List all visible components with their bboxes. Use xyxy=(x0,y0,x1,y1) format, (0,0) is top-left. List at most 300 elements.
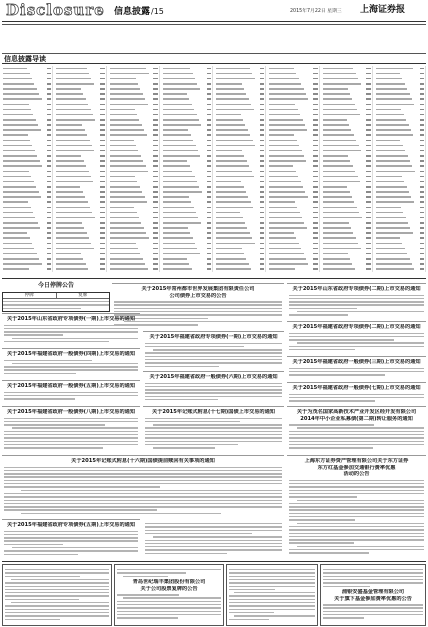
text-line xyxy=(4,398,75,399)
index-entry-page xyxy=(153,83,157,85)
text-line xyxy=(289,493,424,494)
index-entry xyxy=(323,176,371,178)
index-entry-page xyxy=(207,140,211,142)
index-bottom-rule xyxy=(2,278,426,279)
index-entry-page xyxy=(47,263,51,265)
index-entry-name xyxy=(376,155,408,157)
index-entry-page xyxy=(366,237,370,239)
text-line xyxy=(5,576,80,577)
index-entry xyxy=(216,155,264,157)
index-entry-name xyxy=(216,145,255,147)
index-entry xyxy=(163,268,211,270)
index-entry xyxy=(323,222,371,224)
index-entry-name xyxy=(110,134,147,136)
notice-headline: 关于2015年福建省政府一般债券(三期)上市交易的通知 xyxy=(292,359,421,365)
text-line xyxy=(4,486,160,487)
index-entry-page xyxy=(153,129,157,131)
text-line xyxy=(117,601,221,602)
index-entry-page xyxy=(207,227,211,229)
index-entry-name xyxy=(3,150,35,152)
index-entry-name xyxy=(323,253,348,255)
index-entry xyxy=(56,253,104,255)
index-entry-page xyxy=(100,217,104,219)
index-entry-name xyxy=(216,227,247,229)
index-entry-name xyxy=(323,150,362,152)
index-entry-page xyxy=(260,88,264,90)
index-entry-page xyxy=(313,129,317,131)
index-entry-name xyxy=(110,243,136,245)
index-entry-name xyxy=(56,88,81,90)
text-line xyxy=(145,441,282,442)
index-entry xyxy=(216,160,264,162)
index-entry xyxy=(3,196,51,198)
index-entry-name xyxy=(269,201,295,203)
index-entry xyxy=(323,83,371,85)
index-entry-name xyxy=(269,104,295,106)
index-entry-page xyxy=(260,258,264,260)
index-entry xyxy=(323,248,371,250)
index-entry-name xyxy=(3,212,33,214)
index-entry xyxy=(110,196,158,198)
index-entry-name xyxy=(56,124,82,126)
index-entry xyxy=(376,196,424,198)
index-entry xyxy=(323,155,371,157)
index-entry-name xyxy=(269,212,299,214)
index-entry-name xyxy=(3,222,38,224)
index-entry xyxy=(110,129,158,131)
text-line xyxy=(145,437,282,438)
index-entry xyxy=(56,217,104,219)
index-entry-page xyxy=(313,232,317,234)
index-entry-page xyxy=(47,119,51,121)
index-entry-page xyxy=(47,191,51,193)
index-column xyxy=(109,66,160,272)
index-top-rule xyxy=(2,53,426,54)
index-entry-name xyxy=(110,171,149,173)
text-line xyxy=(229,612,274,613)
notice-body xyxy=(289,333,424,355)
text-line xyxy=(145,549,282,550)
index-entry-page xyxy=(100,124,104,126)
index-entry xyxy=(163,78,211,80)
index-entry xyxy=(269,68,317,70)
text-line xyxy=(123,576,168,577)
index-entry xyxy=(376,134,424,136)
index-entry-page xyxy=(153,104,157,106)
index-entry-name xyxy=(110,73,149,75)
index-entry xyxy=(163,140,211,142)
index-entry xyxy=(323,243,371,245)
index-entry xyxy=(163,109,211,111)
index-entry-name xyxy=(269,207,297,209)
index-entry-page xyxy=(420,104,424,106)
index-entry-page xyxy=(47,201,51,203)
text-line xyxy=(5,609,109,610)
index-entry-page xyxy=(207,150,211,152)
text-line xyxy=(4,366,138,367)
index-entry-name xyxy=(110,150,139,152)
notice-bond-listing xyxy=(287,382,426,405)
index-entry-page xyxy=(366,268,370,270)
notice-body xyxy=(4,418,138,451)
index-entry-page xyxy=(47,171,51,173)
index-entry xyxy=(110,83,158,85)
text-line xyxy=(4,476,282,477)
notice-body xyxy=(289,480,424,558)
notice-headline: 关于2015年福建省政府一般债券(四期)上市交易的通知 xyxy=(6,351,136,357)
index-entry-page xyxy=(420,150,424,152)
index-entry-name xyxy=(269,227,307,229)
index-entry-page xyxy=(420,119,424,121)
text-line xyxy=(4,493,282,494)
index-entry-page xyxy=(47,243,51,245)
index-entry xyxy=(376,104,424,106)
index-column xyxy=(268,66,319,272)
index-entry-name xyxy=(216,232,250,234)
index-entry-page xyxy=(153,212,157,214)
index-entry-page xyxy=(47,207,51,209)
index-entry-name xyxy=(376,227,411,229)
text-line xyxy=(289,400,375,401)
index-entry-name xyxy=(323,186,348,188)
index-entry-name xyxy=(216,78,255,80)
index-entry xyxy=(323,73,371,75)
index-entry-page xyxy=(313,237,317,239)
index-entry-name xyxy=(376,119,406,121)
index-entry-page xyxy=(366,155,370,157)
index-entry xyxy=(163,222,211,224)
index-entry-name xyxy=(269,109,297,111)
notice-headline: 关于2015年福建省政府一般债券(六期)上市交易的通知 xyxy=(149,374,278,380)
notice-headline: 活动的公告 xyxy=(343,471,370,478)
index-entry-name xyxy=(110,268,148,270)
index-entry xyxy=(56,222,104,224)
index-entry-page xyxy=(313,253,317,255)
index-entry-page xyxy=(153,196,157,198)
index-entry-name xyxy=(163,124,202,126)
index-entry xyxy=(3,227,51,229)
index-entry-name xyxy=(56,212,92,214)
index-entry xyxy=(269,83,317,85)
index-entry xyxy=(163,181,211,183)
index-entry-page xyxy=(100,150,104,152)
index-entry xyxy=(216,212,264,214)
notice-body xyxy=(145,523,282,559)
text-line xyxy=(21,513,221,514)
index-entry-page xyxy=(366,243,370,245)
notice-headline: 关于2015年福建省政府专项债券(二期)上市交易的通知 xyxy=(292,324,421,330)
index-entry xyxy=(56,181,104,183)
index-entry-page xyxy=(313,268,317,270)
index-entry-name xyxy=(269,253,303,255)
index-entry-name xyxy=(323,119,347,121)
notice-body xyxy=(289,295,424,320)
index-entry xyxy=(110,207,158,209)
index-entry-page xyxy=(313,196,317,198)
index-entry-page xyxy=(313,263,317,265)
text-line xyxy=(145,346,244,347)
index-entry-name xyxy=(56,263,85,265)
index-entry-name xyxy=(163,227,188,229)
index-entry-name xyxy=(3,176,31,178)
index-entry-name xyxy=(163,253,200,255)
index-entry-page xyxy=(420,73,424,75)
index-entry xyxy=(376,124,424,126)
text-line xyxy=(323,572,423,573)
index-entry-page xyxy=(207,171,211,173)
text-line xyxy=(4,334,63,335)
text-line xyxy=(3,301,109,302)
index-entry-name xyxy=(3,191,39,193)
index-entry xyxy=(3,191,51,193)
index-entry xyxy=(56,129,104,131)
index-entry xyxy=(110,253,158,255)
index-entry-page xyxy=(207,207,211,209)
index-entry-name xyxy=(323,145,359,147)
index-entry-page xyxy=(207,155,211,157)
notice-bond-listing xyxy=(287,283,426,321)
index-entry xyxy=(269,145,317,147)
index-entry-page xyxy=(207,201,211,203)
index-entry xyxy=(110,134,158,136)
index-entry-name xyxy=(110,212,137,214)
index-entry xyxy=(269,134,317,136)
text-line xyxy=(289,486,424,487)
text-line xyxy=(4,496,282,497)
index-entry xyxy=(376,140,424,142)
index-entry-page xyxy=(100,83,104,85)
index-entry-name xyxy=(269,134,294,136)
index-entry xyxy=(216,73,264,75)
index-entry-page xyxy=(313,186,317,188)
index-entry xyxy=(323,237,371,239)
index-entry-name xyxy=(216,258,246,260)
index-entry-page xyxy=(366,232,370,234)
index-entry-name xyxy=(269,258,306,260)
index-entry-name xyxy=(216,191,246,193)
index-entry xyxy=(376,129,424,131)
index-entry-page xyxy=(313,176,317,178)
index-entry-name xyxy=(163,150,198,152)
index-entry-name xyxy=(216,171,252,173)
text-line xyxy=(289,431,424,432)
index-entry-page xyxy=(100,191,104,193)
text-line xyxy=(123,597,221,598)
index-entry xyxy=(376,176,424,178)
index-entry xyxy=(269,155,317,157)
index-entry xyxy=(376,268,424,270)
announcement-headline: 关于公司股票复牌的公告 xyxy=(140,585,198,592)
text-line xyxy=(4,550,138,551)
index-entry-name xyxy=(56,176,91,178)
index-entry-page xyxy=(100,78,104,80)
index-entry xyxy=(163,253,211,255)
text-line xyxy=(289,503,424,504)
index-entry-name xyxy=(216,114,241,116)
index-entry xyxy=(323,109,371,111)
index-entry-page xyxy=(260,222,264,224)
index-entry-name xyxy=(376,150,405,152)
index-entry-page xyxy=(153,134,157,136)
index-entry-page xyxy=(47,134,51,136)
notice-body xyxy=(289,368,424,381)
index-entry-name xyxy=(376,196,412,198)
index-entry-name xyxy=(110,145,137,147)
index-entry-page xyxy=(313,165,317,167)
index-entry-page xyxy=(313,222,317,224)
index-entry-page xyxy=(207,83,211,85)
text-line xyxy=(289,542,354,543)
index-entry-name xyxy=(110,140,134,142)
index-entry xyxy=(216,217,264,219)
index-column xyxy=(2,66,53,272)
index-entry-name xyxy=(269,171,296,173)
index-entry-name xyxy=(323,73,356,75)
text-line xyxy=(289,304,424,305)
index-entry-name xyxy=(216,134,250,136)
index-entry-name xyxy=(163,73,193,75)
index-entry xyxy=(269,165,317,167)
index-entry-page xyxy=(100,227,104,229)
index-entry xyxy=(56,88,104,90)
index-entry xyxy=(216,237,264,239)
index-entry-name xyxy=(376,222,408,224)
index-entry xyxy=(3,268,51,270)
index-entry-page xyxy=(100,155,104,157)
index-entry-name xyxy=(269,160,306,162)
index-entry xyxy=(163,165,211,167)
text-line xyxy=(4,373,76,374)
index-entry-name xyxy=(269,222,304,224)
text-line xyxy=(229,619,269,620)
notice-body xyxy=(4,392,138,404)
text-line xyxy=(289,371,424,372)
index-entry-page xyxy=(153,243,157,245)
index-entry xyxy=(323,93,371,95)
index-entry xyxy=(3,88,51,90)
index-entry-name xyxy=(163,145,196,147)
index-entry-name xyxy=(269,165,293,167)
index-entry xyxy=(216,263,264,265)
index-entry-name xyxy=(216,104,251,106)
index-entry-name xyxy=(3,109,31,111)
bottom-rule xyxy=(2,561,426,562)
index-entry xyxy=(163,119,211,121)
masthead-logo: Disclosure xyxy=(6,1,105,19)
index-entry-name xyxy=(323,248,361,250)
index-entry-page xyxy=(420,93,424,95)
index-entry-page xyxy=(260,160,264,162)
index-entry xyxy=(56,134,104,136)
index-entry-name xyxy=(163,109,194,111)
index-entry xyxy=(376,68,424,70)
index-entry-page xyxy=(313,191,317,193)
notice-treasury-redemption xyxy=(2,455,284,519)
index-entry xyxy=(269,268,317,270)
index-entry xyxy=(376,93,424,95)
notice-bond-listing xyxy=(2,519,140,560)
text-line xyxy=(4,434,138,435)
index-entry-name xyxy=(110,88,141,90)
index-entry-page xyxy=(420,68,424,70)
index-entry-page xyxy=(153,171,157,173)
index-entry-page xyxy=(420,129,424,131)
index-entry xyxy=(216,165,264,167)
index-entry-page xyxy=(153,160,157,162)
index-entry-name xyxy=(216,181,241,183)
index-entry xyxy=(376,263,424,265)
index-entry xyxy=(269,93,317,95)
index-rule xyxy=(2,63,426,64)
index-entry-name xyxy=(56,68,86,70)
index-entry-name xyxy=(269,232,294,234)
index-entry-page xyxy=(420,217,424,219)
index-entry xyxy=(3,181,51,183)
text-line xyxy=(4,537,138,538)
index-entry xyxy=(110,181,158,183)
index-entry-name xyxy=(376,191,409,193)
index-entry-page xyxy=(366,73,370,75)
text-line xyxy=(289,374,385,375)
index-entry xyxy=(56,258,104,260)
index-entry xyxy=(323,160,371,162)
index-entry-page xyxy=(260,134,264,136)
index-entry xyxy=(269,243,317,245)
index-entry-name xyxy=(163,68,191,70)
index-entry xyxy=(3,109,51,111)
index-entry xyxy=(110,104,158,106)
index-entry-name xyxy=(56,155,81,157)
text-line xyxy=(289,394,424,395)
index-entry-page xyxy=(366,109,370,111)
index-entry xyxy=(110,145,158,147)
index-entry-page xyxy=(47,140,51,142)
index-entry-page xyxy=(153,217,157,219)
index-entry-page xyxy=(153,68,157,70)
text-line xyxy=(5,572,109,573)
notice-body xyxy=(4,360,138,379)
index-entry-page xyxy=(47,160,51,162)
index-entry-page xyxy=(420,83,424,85)
index-entry-name xyxy=(376,217,406,219)
index-entry xyxy=(216,186,264,188)
index-entry-page xyxy=(47,124,51,126)
text-line xyxy=(5,569,109,570)
index-entry-name xyxy=(3,119,36,121)
notice-headline: 关于2015年福建省政府一般债券(八期)上市交易的通知 xyxy=(6,409,136,415)
index-entry xyxy=(216,119,264,121)
index-entry-name xyxy=(163,263,190,265)
text-line xyxy=(4,431,138,432)
index-entry-name xyxy=(56,191,83,193)
index-entry-name xyxy=(323,160,351,162)
index-entry-page xyxy=(207,78,211,80)
index-entry-name xyxy=(3,196,41,198)
index-entry xyxy=(269,171,317,173)
index-entry-name xyxy=(56,217,95,219)
index-entry xyxy=(323,212,371,214)
index-entry xyxy=(269,109,317,111)
text-line xyxy=(145,434,282,435)
announcement-body xyxy=(323,569,423,589)
index-entry-page xyxy=(153,140,157,142)
index-entry-name xyxy=(163,207,194,209)
text-line xyxy=(289,552,369,553)
index-entry-page xyxy=(420,207,424,209)
index-entry-name xyxy=(216,268,251,270)
text-line xyxy=(297,523,424,524)
index-entry xyxy=(376,181,424,183)
